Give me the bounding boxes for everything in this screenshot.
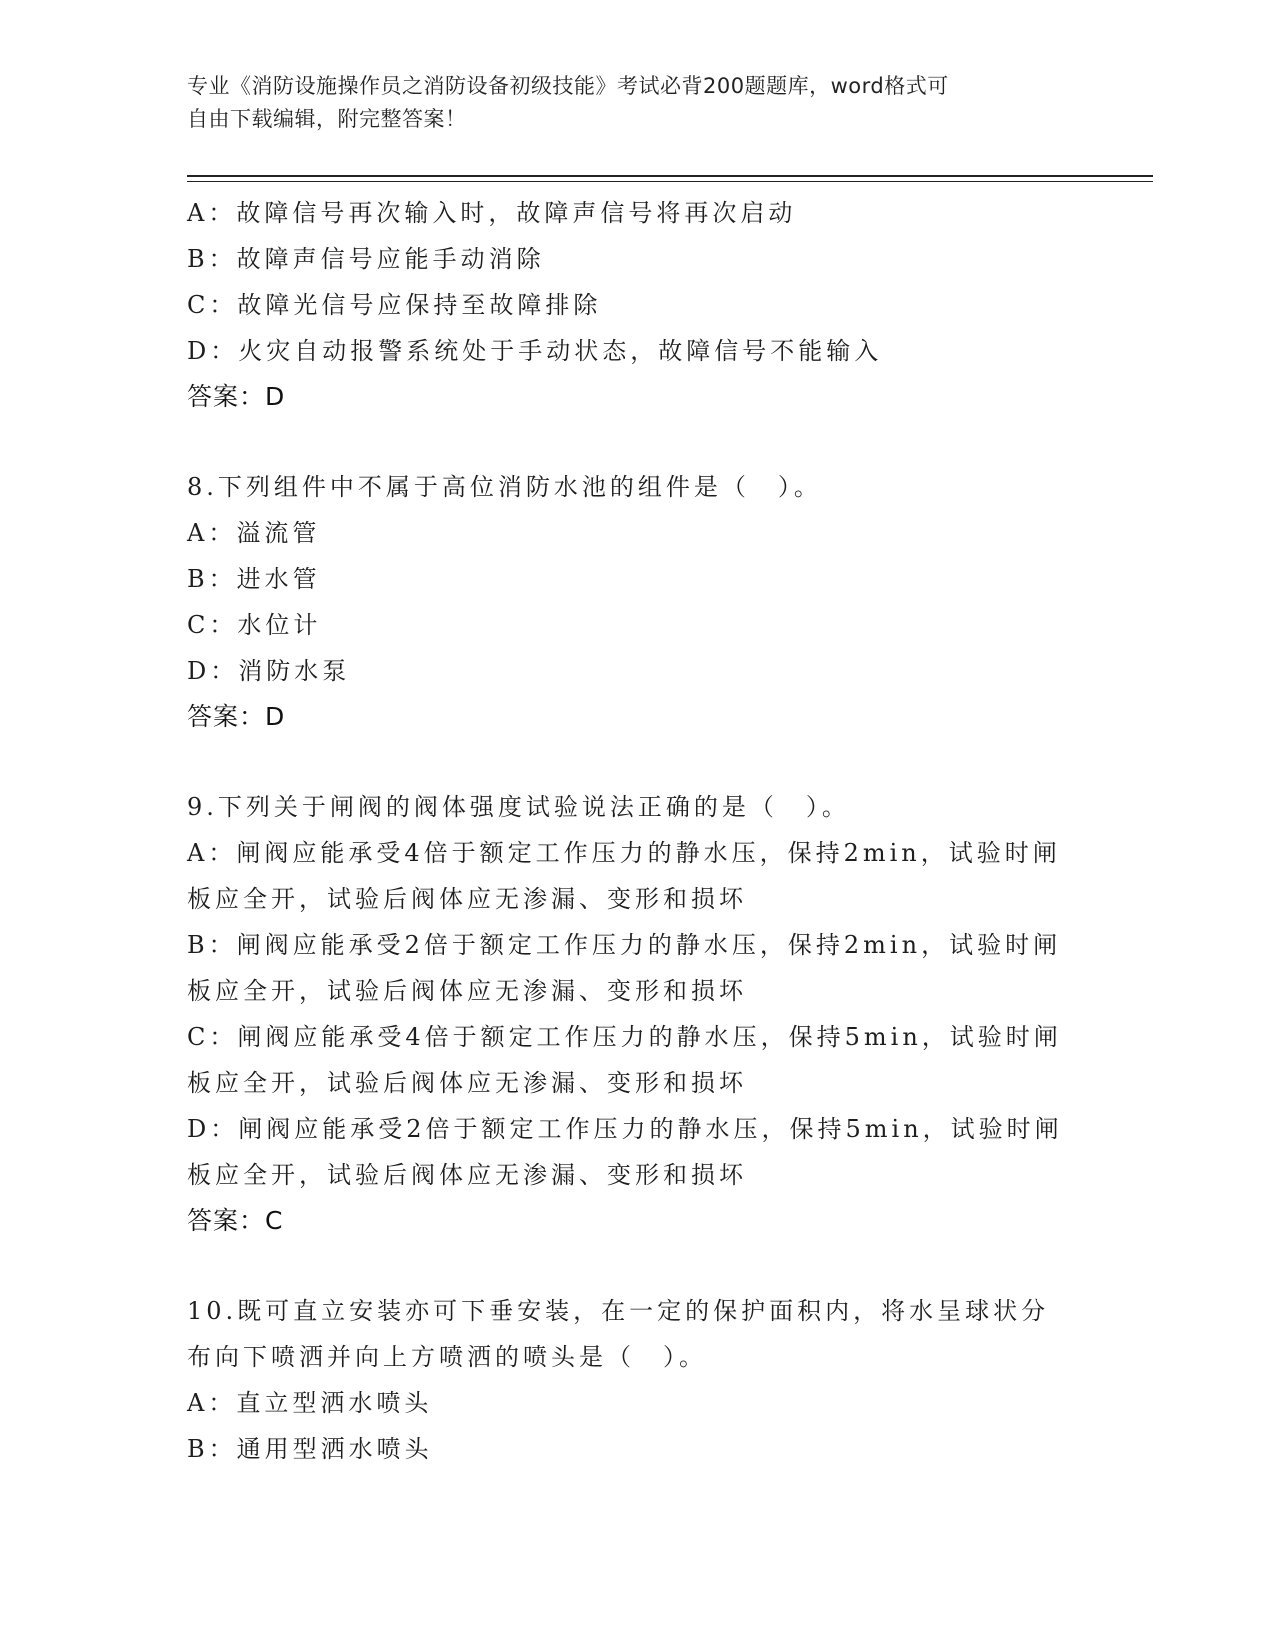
option-b: B：进水管 — [187, 565, 321, 593]
option-d: D：火灾自动报警系统处于手动状态，故障信号不能输入 — [187, 337, 883, 365]
option-c-line-2: 板应全开，试验后阀体应无渗漏、变形和损坏 — [187, 1069, 747, 1097]
question-7 — [187, 190, 1087, 420]
question-text-line-2: 布向下喷洒并向上方喷洒的喷头是（ ）。 — [187, 1343, 707, 1371]
option-b: B：通用型洒水喷头 — [187, 1435, 433, 1463]
header-rule-thin — [187, 181, 1153, 182]
document-header — [187, 70, 1087, 136]
option-c: C：水位计 — [187, 611, 322, 639]
question-text: 9.下列关于闸阀的阀体强度试验说法正确的是（ ）。 — [187, 793, 850, 821]
question-10 — [187, 1288, 1087, 1472]
answer: 答案：D — [187, 382, 286, 411]
option-a-line-1: A：闸阀应能承受4倍于额定工作压力的静水压，保持2min，试验时闸 — [187, 839, 1061, 867]
option-c-line-1: C：闸阀应能承受4倍于额定工作压力的静水压，保持5min，试验时闸 — [187, 1023, 1062, 1051]
option-b: B：故障声信号应能手动消除 — [187, 245, 545, 273]
question-text: 8.下列组件中不属于高位消防水池的组件是（ ）。 — [187, 473, 822, 501]
header-rule-thick — [187, 175, 1153, 177]
option-a: A：溢流管 — [187, 519, 321, 547]
question-text-line-1: 10.既可直立安装亦可下垂安装，在一定的保护面积内，将水呈球状分 — [187, 1297, 1050, 1325]
option-d-line-2: 板应全开，试验后阀体应无渗漏、变形和损坏 — [187, 1161, 747, 1189]
spacer — [187, 740, 1087, 784]
option-a-line-2: 板应全开，试验后阀体应无渗漏、变形和损坏 — [187, 885, 747, 913]
header-line-1: 专业《消防设施操作员之消防设备初级技能》考试必背200题题库，word格式可 — [187, 74, 949, 98]
option-d: D：消防水泵 — [187, 657, 351, 685]
spacer — [187, 420, 1087, 464]
option-b-line-1: B：闸阀应能承受2倍于额定工作压力的静水压，保持2min，试验时闸 — [187, 931, 1062, 959]
option-a: A：故障信号再次输入时，故障声信号将再次启动 — [187, 199, 797, 227]
header-line-2: 自由下载编辑，附完整答案！ — [187, 107, 467, 131]
option-d-line-1: D：闸阀应能承受2倍于额定工作压力的静水压，保持5min，试验时闸 — [187, 1115, 1063, 1143]
question-8 — [187, 464, 1087, 740]
option-c: C：故障光信号应保持至故障排除 — [187, 291, 602, 319]
option-a: A：直立型洒水喷头 — [187, 1389, 433, 1417]
answer: 答案：D — [187, 702, 286, 731]
answer: 答案：C — [187, 1206, 284, 1235]
spacer — [187, 1244, 1087, 1288]
option-b-line-2: 板应全开，试验后阀体应无渗漏、变形和损坏 — [187, 977, 747, 1005]
question-list — [187, 190, 1087, 1472]
question-9 — [187, 784, 1087, 1244]
